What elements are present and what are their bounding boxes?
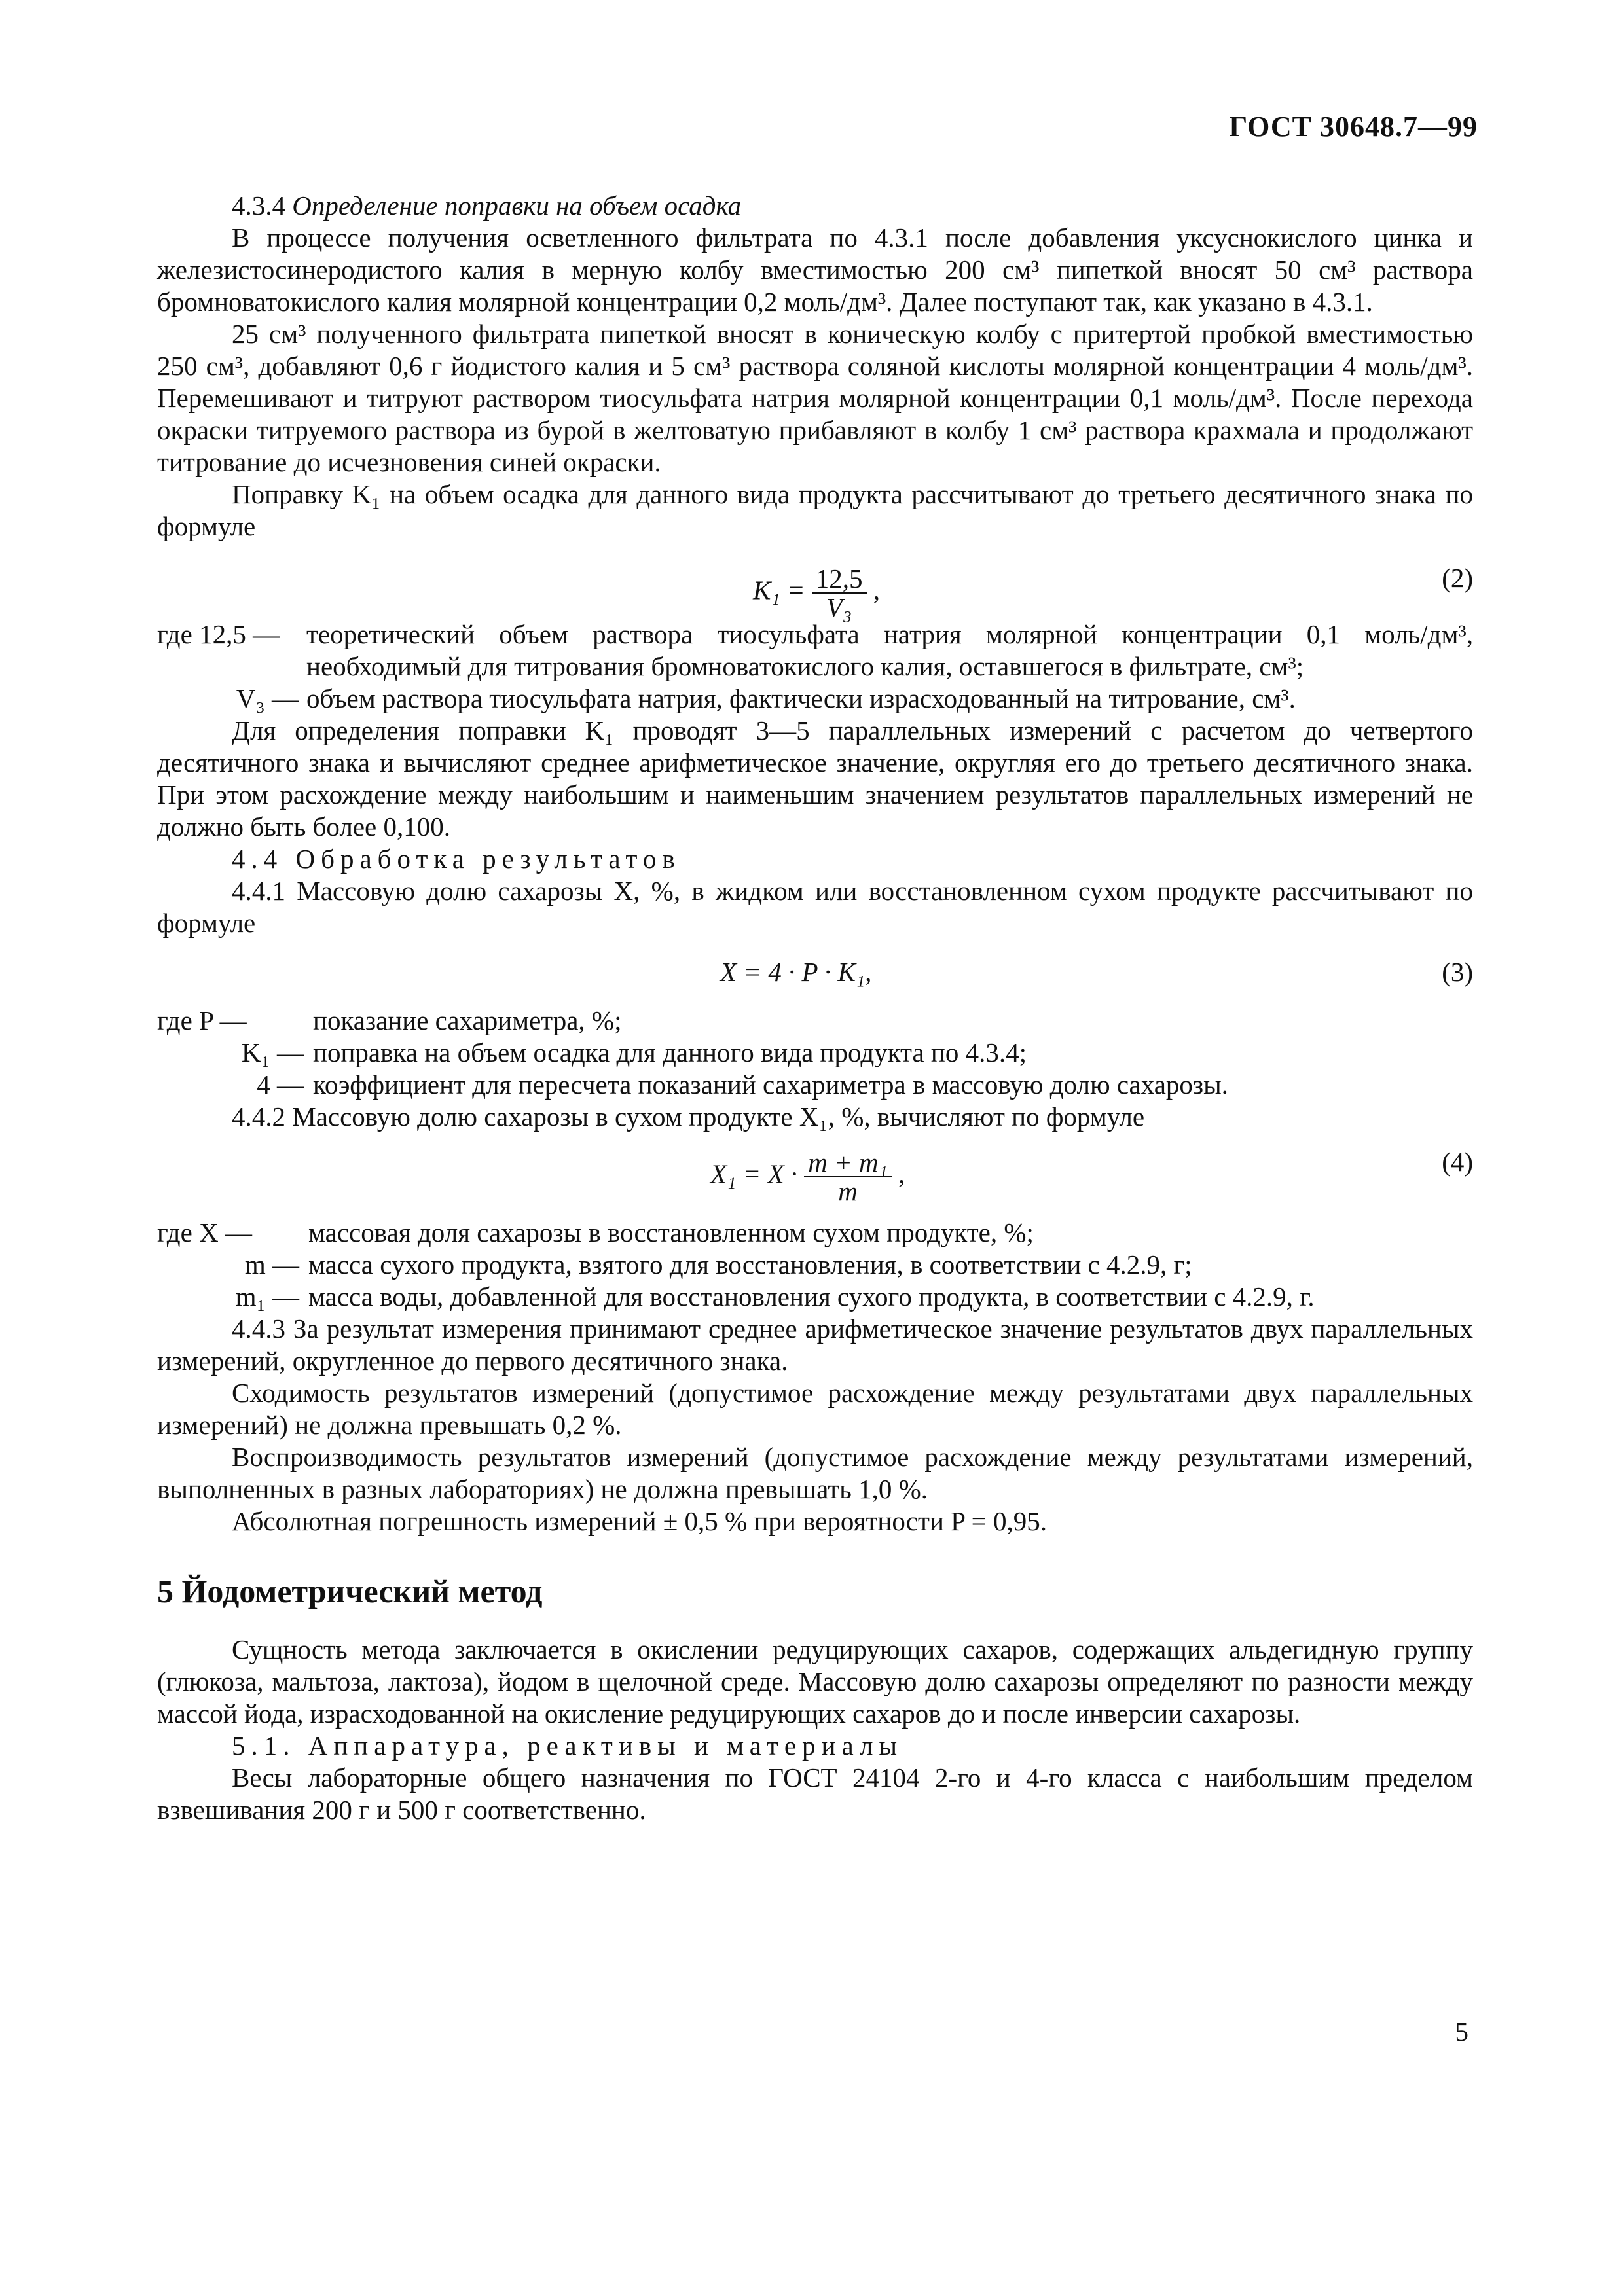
formula-4: X₁ = X · $\frac{\text{m + m₁}}{m}$ , (4) [710, 1147, 1473, 1206]
formula-number: (3) [1442, 957, 1473, 987]
section-4-4-heading: 4.4 Обработка результатов [232, 844, 681, 874]
where-list-1 [157, 619, 1473, 715]
paragraph: В процессе получения осветленного фильтрата по 4.3.1 после добавления уксуснокислого цинка и железистосинеродистого калия в мерную колбу вместимостью 200 см³ пипеткой вносят 50 см³ раствора бромноватокислого калия молярной концентрации 0,2 моль/дм³. Далее поступают так, как указано в 4.3.1. [157, 223, 1473, 317]
fraction: $\frac{12,5}{\text{V₃}}$ [812, 565, 867, 621]
paragraph: 25 см³ полученного фильтрата пипеткой вносят в коническую колбу с притертой пробкой вместимостью 250 см³, добавляют 0,6 г йодистого калия и 5 см³ раствора соляной кислоты молярной концентрации 4 моль/дм³. Перемешивают и титруют раствором тиосульфата натрия молярной концентрации 0,1 моль/дм³. После перехода окраски титруемого раствора из бурой в желтоватую прибавляют в колбу 1 см³ раствора крахмала и продолжают титрование до исчезновения синей окраски. [157, 319, 1473, 477]
paragraph: Для определения поправки K₁ проводят 3—5 параллельных измерений с расчетом до четвертого десятичного знака и вычисляют среднее арифметическое значение, округляя его до третьего десятичного знака. При этом расхождение между наибольшим и наименьшим значением результатов параллельных измерений не должно быть более 0,100. [157, 715, 1473, 842]
definition-row: где X — массовая доля сахарозы в восстановленном сухом продукте, %; [157, 1217, 1034, 1247]
section-5-1-heading: 5.1. Аппаратура, реактивы и материалы [232, 1731, 903, 1761]
definition-row: V₃ — объем раствора тиосульфата натрия, фактически израсходованный на титрование, см³. [236, 683, 1296, 713]
page-content [157, 190, 1473, 1826]
definition-row: K₁ — поправка на объем осадка для данного вида продукта по 4.3.4; [241, 1037, 1027, 1067]
paragraph: Воспроизводимость результатов измерений (допустимое расхождение между результатами измерений, выполненных в разных лабораториях) не должна превышать 1,0 %. [157, 1442, 1473, 1504]
paragraph: 4.4.3 За результат измерения принимают среднее арифметическое значение результатов двух параллельных измерений, округленное до первого десятичного знака. [157, 1314, 1473, 1376]
where-list-2 [157, 1005, 1473, 1101]
doc-code-header: ГОСТ 30648.7—99 [1229, 111, 1478, 143]
paragraph: Сходимость результатов измерений (допустимое расхождение между результатами двух параллельных измерений) не должна превышать 0,2 %. [157, 1378, 1473, 1440]
page-number: 5 [1455, 2017, 1468, 2047]
fraction: $\frac{\text{m + m₁}}{m}$ [804, 1149, 892, 1205]
section-5-heading: 5 Йодометрический метод [157, 1573, 543, 1609]
definition-row: где 12,5 — теоретический объем раствора тиосульфата натрия молярной концентрации 0,1 моль/дм³, необходимый для титрования бромноватокислого калия, оставшегося в фильтрате, см³; [157, 619, 1473, 681]
definition-row: m — масса сухого продукта, взятого для восстановления, в соответствии с 4.2.9, г; [244, 1249, 1192, 1280]
definition-row: 4 — коэффициент для пересчета показаний сахариметра в массовую долю сахарозы. [257, 1069, 1228, 1100]
paragraph: 4.4.1 Массовую долю сахарозы X, %, в жидком или восстановленном сухом продукте рассчитывают по формуле [157, 876, 1473, 938]
paragraph: Весы лабораторные общего назначения по ГОСТ 24104 2-го и 4-го класса с наибольшим пределом взвешивания 200 г и 500 г соответственно. [157, 1763, 1473, 1825]
paragraph: Абсолютная погрешность измерений ± 0,5 % при вероятности P = 0,95. [232, 1506, 1048, 1536]
formula-3: X = 4 · P · K₁, (3) [720, 957, 1473, 987]
formula-number: (2) [1442, 563, 1473, 593]
paragraph: 4.4.2 Массовую долю сахарозы в сухом продукте X₁, %, вычисляют по формуле [232, 1102, 1145, 1132]
paragraph: Поправку K₁ на объем осадка для данного вида продукта рассчитывают до третьего десятичного знака по формуле [157, 479, 1473, 541]
formula-number: (4) [1442, 1147, 1473, 1177]
paragraph: Сущность метода заключается в окислении редуцирующих сахаров, содержащих альдегидную группу (глюкоза, мальтоза, лактоза), йодом в щелочной среде. Массовую долю сахарозы определяют по разности между массой йода, израсходованной на окисление редуцирующих сахаров до и после инверсии сахарозы. [157, 1634, 1473, 1729]
formula-2: K₁ = $\frac{12,5}{\text{V₃}}$ , (2) [753, 563, 1473, 622]
where-list-3 [157, 1217, 1473, 1313]
definition-row: m₁ — масса воды, добавленной для восстановления сухого продукта, в соответствии с 4.2.9, г. [235, 1282, 1315, 1312]
section-4-3-4-title: 4.3.4 Определение поправки на объем осадка [232, 190, 742, 221]
definition-row: где P — показание сахариметра, %; [157, 1005, 622, 1035]
